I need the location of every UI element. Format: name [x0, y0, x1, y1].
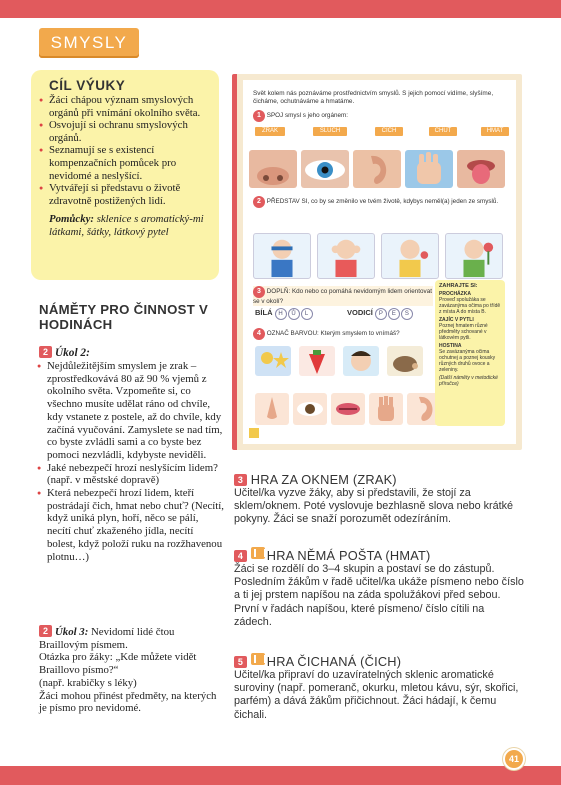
blindfold-child-picture	[253, 233, 311, 279]
sense-label-sluch: SLUCH	[313, 127, 347, 136]
goal-item: ● Žáci chápou význam smyslových orgánů při vnímání okolního světa.	[49, 94, 209, 119]
game-text: Proveď spolužáka se zavázanýma očima po třídě z místa A do místa B.	[439, 297, 501, 315]
letter-box: Ů	[288, 308, 300, 320]
section-body: Žáci se rozdělí do 3–4 skupin a postaví se do zástupů. Posledním žákům v řadě učitel/ka ukáže písmeno nebo číslo a ti jej prstem napíšou na záda spolužákovi před sebou. První v řadách napíšou, které písmeno/ číslo cítili na zádech.	[234, 563, 524, 628]
task-number-badge: 2	[39, 625, 52, 637]
task-2-item: ● Nejdůležitějším smyslem je zrak – zprostředkovává 80 až 90 % vjemů z okolního světa. Vzpomeňte si, co všechno musíte udělat ráno od chvíle, kdy vstanete z postele, až do chvíle, kdy začíná vyučování. Zamyslete se nad tím, co byste zvládli sami a co byste bez pomoci nezvládli, kdybyste neviděli.	[39, 360, 224, 462]
goal-item: ● Vytvářejí si představu o životě zdravotně postižených lidí.	[49, 182, 209, 207]
nose-photo	[249, 150, 297, 188]
section-body: Učitel/ka připraví do uzavíratelných sklenic aromatické suroviny (např. pomeranč, okurku, mletou kávu, sýr, skořici, parfém) a dává žákům přičichnout. Žáci hádají, k čemu čichali.	[234, 669, 519, 721]
child-face-picture	[343, 346, 379, 376]
letter-box: H	[275, 308, 287, 320]
letter-box: P	[375, 308, 387, 320]
textbook-task-2	[253, 196, 503, 208]
textbook-task-3-text: DOPLŇ: Kdo nebo co pomáhá nevidomým lidem orientovat se v okolí?	[253, 288, 432, 305]
section-hra-za-oknem	[234, 472, 524, 527]
bottom-color-bar	[0, 766, 561, 785]
tongue-photo	[457, 150, 505, 188]
section-title-text: HRA ČICHANÁ (ČICH)	[266, 654, 402, 669]
letter-box: E	[388, 308, 400, 320]
textbook-task-number: 2	[253, 196, 265, 208]
word-row-2	[347, 308, 414, 320]
page-number: 41	[503, 748, 525, 770]
goals-title: CÍL VÝUKY	[49, 78, 126, 93]
games-note-box	[435, 280, 505, 426]
textbook-task-2-text: PŘEDSTAV SI, co by se změnilo ve tvém životě, kdybys neměl(a) jeden ze smyslů.	[266, 198, 499, 205]
section-title	[234, 472, 524, 487]
game-title: PROCHÁZKA	[439, 291, 471, 297]
task-2-title: Úkol 2:	[55, 347, 90, 359]
word-label: VODICÍ	[347, 308, 373, 317]
task-3-lead	[39, 625, 224, 651]
game-title: HOSTINA	[439, 343, 462, 349]
hand-icon	[251, 653, 265, 665]
letter-box: S	[401, 308, 413, 320]
textbook-task-number: 3	[253, 286, 265, 298]
textbook-task-1	[253, 110, 503, 122]
word-label: BÍLÁ	[255, 308, 273, 317]
hedgehog-picture	[387, 346, 423, 376]
textbook-intro: Svět kolem nás poznáváme prostřednictvím smyslů. S jejich pomocí vidíme, slyšíme, čicháme, ochutnáváme a hmatáme.	[253, 90, 494, 105]
goal-item: ● Osvojují si ochranu smyslových orgánů.	[49, 119, 209, 144]
textbook-page-preview	[232, 74, 522, 450]
hand-icon	[369, 393, 403, 425]
top-color-bar	[0, 0, 561, 18]
activities-heading: NÁMĚTY PRO ČINNOST V HODINÁCH	[39, 302, 209, 332]
game-title: ZAJÍC V PYTLI	[439, 317, 474, 323]
tools-label: Pomůcky:	[49, 213, 94, 226]
textbook-task-3	[253, 286, 433, 306]
textbook-task-4-text: OZNAČ BARVOU: Kterým smyslem to vnímáš?	[266, 330, 400, 337]
sense-label-cich: ČICH	[375, 127, 403, 136]
mouth-icon	[331, 393, 365, 425]
games-note-footer: (Další náměty v metodické příručce)	[439, 375, 498, 387]
task-3	[39, 625, 224, 715]
sense-label-zrak: ZRAK	[255, 127, 285, 136]
task-number-badge: 2	[39, 346, 52, 358]
task-3-example: (např. krabičky s léky)	[39, 676, 137, 689]
tools-text	[49, 213, 209, 239]
word-row-1	[255, 308, 314, 320]
goal-item: ● Seznamují se s existencí kompenzačních pomůcek pro nevidomé a neslyšící.	[49, 144, 209, 182]
section-title	[234, 547, 524, 563]
page-title: SMYSLY	[39, 28, 139, 58]
textbook-task-number: 1	[253, 110, 265, 122]
night-sky-picture	[255, 346, 291, 376]
task-2	[39, 346, 224, 563]
section-title-text: HRA ZA OKNEM (ZRAK)	[250, 472, 397, 487]
child-covering-ears-picture	[317, 233, 375, 279]
textbook-page-corner	[249, 428, 259, 438]
strawberry-picture	[299, 346, 335, 376]
ear-photo	[353, 150, 401, 188]
game-text: Se zavázanýma očima ochutnej a poznej kousky různých druhů ovoce a zeleniny.	[439, 349, 496, 373]
section-title	[234, 653, 524, 669]
section-number-badge: 5	[234, 656, 247, 668]
sense-label-chut: CHUŤ	[429, 127, 457, 136]
textbook-task-4	[253, 328, 433, 340]
section-body: Učitel/ka vyzve žáky, aby si představili, že stojí za sklem/oknem. Poté vyslovuje bezhlasně slova nebo krátké pokyny. Žáci se snaží porozumět odezíráním.	[234, 487, 514, 526]
task-3-closing: Žáci mohou přinést předměty, na kterých je písmo pro nevidomé.	[39, 689, 217, 715]
textbook-task-1-text: SPOJ smysl s jeho orgánem:	[266, 112, 348, 119]
section-title-text: HRA NĚMÁ POŠTA (HMAT)	[266, 548, 431, 563]
eye-photo	[301, 150, 349, 188]
tools-list: sklenice s aromatický-mi látkami, šátky, látkový pytel	[49, 213, 204, 239]
task-3-title: Úkol 3:	[55, 626, 89, 638]
task-2-item: ● Jaké nebezpečí hrozí neslyšícím lidem? (např. v městské dopravě)	[39, 462, 224, 487]
task-2-list	[39, 360, 224, 563]
letter-box: L	[301, 308, 313, 320]
task-2-item: ● Která nebezpečí hrozí lidem, kteří postrádají čich, hmat nebo chuť? (Necítí, když uniká plyn, hoří, něco se pálí, necítí chuť zkaženého jídla, necítí bolest, když položí ruku na rozžhavenou plotnu…)	[39, 487, 224, 563]
textbook-task-number: 4	[253, 328, 265, 340]
sense-label-hmat: HMAT	[481, 127, 509, 136]
learning-goals-box	[31, 70, 219, 280]
task-2-heading	[39, 346, 224, 360]
games-note-title: ZAHRAJTE SI:	[439, 283, 478, 289]
nose-icon	[255, 393, 289, 425]
game-text: Poznej hmatem různé předměty schované v látkovém pytli.	[439, 323, 488, 341]
hand-icon	[251, 547, 265, 559]
task-3-question: Otázka pro žáky: „Kde můžete vidět Braillovo písmo?“	[39, 651, 197, 677]
section-number-badge: 4	[234, 550, 247, 562]
child-smelling-flower-picture	[445, 233, 503, 279]
textbook-page-inner	[243, 80, 516, 444]
child-tasting-picture	[381, 233, 439, 279]
section-hra-cichana	[234, 653, 524, 722]
eye-icon	[293, 393, 327, 425]
hand-photo	[405, 150, 453, 188]
section-hra-nema-posta	[234, 547, 524, 629]
section-number-badge: 3	[234, 474, 247, 486]
task-3-lead-text: Nevidomí lidé čtou Braillovým písmem.	[39, 626, 175, 651]
goals-list	[49, 94, 209, 207]
